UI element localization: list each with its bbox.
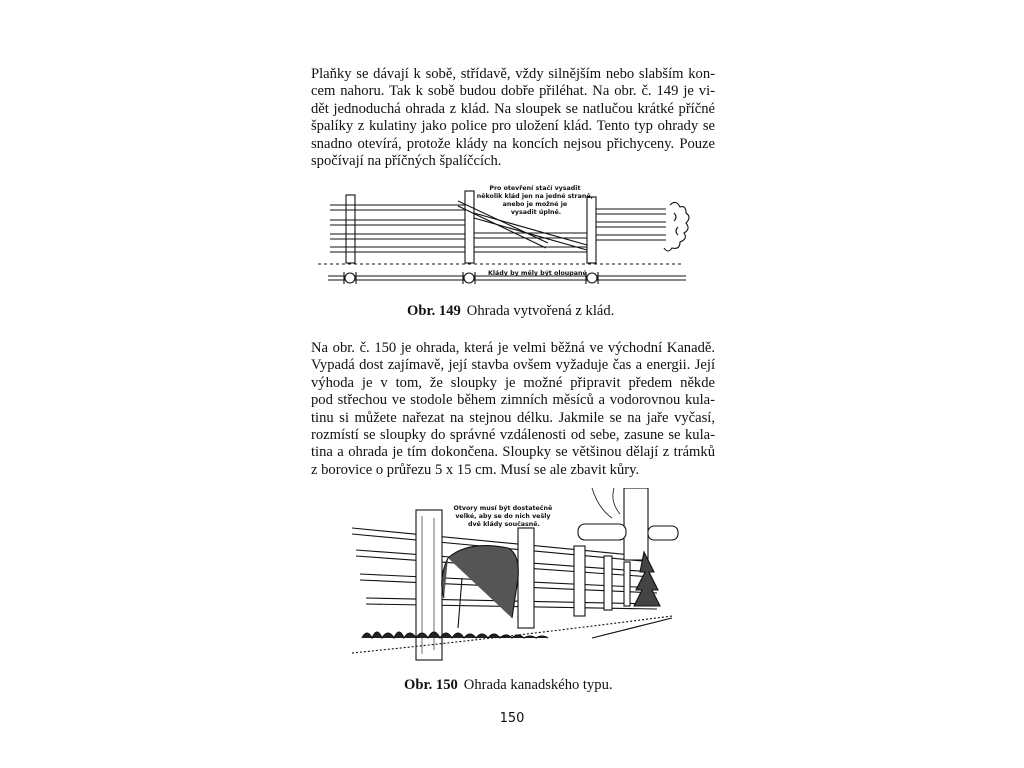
caption-label: Obr. 149	[407, 303, 461, 319]
figure-149-caption	[407, 303, 614, 320]
paragraph-line: dět jednoduchá ohrada z klád. Na sloupek se natlučou krátké příčné	[311, 100, 715, 117]
figure-150-canadian-fence	[352, 488, 682, 668]
figure-149-log-fence	[318, 183, 698, 298]
figure-149-note: Pro otevření stačí vysadit několik klád jen na jedné straně, anebo je možné je vysadit úplně.	[476, 185, 594, 216]
figure-149-bottom-note: Klády by měly být oloupané	[488, 270, 587, 277]
fence-post	[518, 528, 534, 628]
paragraph-line: Plaňky se dávají k sobě, střídavě, vždy silnějším nebo slabším kon-	[311, 66, 715, 82]
paragraph-line: tinu si můžete nařezat na stejnou délku. Jakmile se na jaře vyčasí,	[311, 409, 715, 426]
figure-150-caption	[404, 677, 613, 694]
page-number: 150	[499, 711, 525, 726]
fence-post	[604, 556, 612, 610]
caption-label: Obr. 150	[404, 677, 458, 693]
fence-post	[465, 191, 474, 263]
paragraph-line: tina a ohrada je tím dokončena. Sloupky se většinou dělají z trámků	[311, 444, 715, 461]
fence-post	[587, 197, 596, 263]
paragraph-line: snadno otevírá, protože klády na koncích nejsou přichyceny. Pouze	[311, 135, 715, 152]
paragraph-line: výhoda je v tom, že sloupky je možné připravit předem někde	[311, 374, 715, 391]
paragraph-line: cem nahoru. Tak k sobě budou dobře přiléhat. Na obr. č. 149 je vi-	[311, 83, 715, 100]
detail-post	[624, 488, 648, 560]
paragraph-line: špalíky z kulatiny jako police pro uložení klád. Tento typ ohrady se	[311, 118, 715, 135]
fence-post	[624, 562, 630, 606]
caption-text: Ohrada kanadského typu.	[463, 677, 613, 693]
paragraph-2	[311, 340, 715, 479]
caption-text: Ohrada vytvořená z klád.	[466, 303, 615, 319]
fence-post	[574, 546, 585, 616]
paragraph-line: spočívají na příčných špalíčcích.	[311, 153, 502, 170]
paragraph-line: z borovice o průřezu 5 x 15 cm. Musí se ale zbavit kůry.	[311, 461, 640, 478]
paragraph-line: Vypadá dost zajímavě, její stavba ovšem vyžaduje čas a energii. Její	[311, 357, 715, 374]
paragraph-line: rozmístí se sloupky do správné vzdálenosti od sebe, zasune se kula-	[311, 427, 715, 444]
figure-150-note: Otvory musí být dostatečně velké, aby se do nich vešly dvě klády současně.	[453, 505, 553, 528]
paragraph-line: pod střechou ve stodole během zimních měsíců a vodorovnou kula-	[311, 392, 715, 409]
paragraph-line: Na obr. č. 150 je ohrada, která je velmi běžná ve východní Kanadě.	[311, 340, 715, 356]
paragraph-1	[311, 66, 715, 170]
